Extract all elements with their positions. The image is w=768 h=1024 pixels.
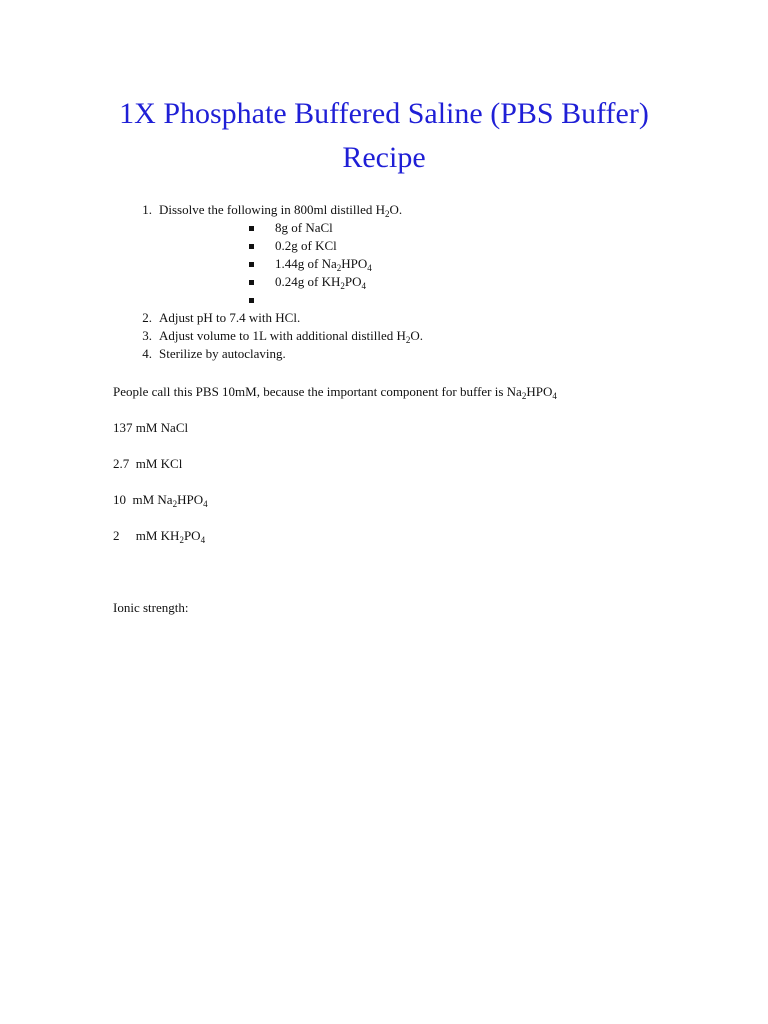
bullet-icon bbox=[249, 226, 254, 231]
step-2 bbox=[132, 309, 423, 327]
bullet-icon bbox=[249, 262, 254, 267]
step-text: Dissolve the following in 800ml distilled $H_2O$. bbox=[159, 202, 403, 219]
ingredient-item-empty bbox=[249, 291, 423, 309]
concentration-kcl: 2.7 mM KCl bbox=[113, 456, 183, 471]
step-text: Adjust pH to 7.4 with HCl. bbox=[159, 310, 301, 325]
bullet-icon bbox=[249, 280, 254, 285]
bullet-icon bbox=[249, 244, 254, 249]
concentration-kh2po4: 2 mM $KH_2PO_4$ bbox=[113, 528, 206, 545]
pbs-note: People call this PBS 10mM, because the important component for buffer is $Na_2HPO_4$ bbox=[113, 384, 557, 401]
ingredient-item: 0.24g of $KH_2PO_4$ bbox=[249, 273, 423, 291]
ingredient-list bbox=[159, 219, 423, 309]
title-line-2: Recipe bbox=[342, 141, 426, 174]
step-number: 1. bbox=[142, 202, 152, 217]
step-3 bbox=[132, 327, 423, 345]
procedure-steps bbox=[132, 201, 423, 363]
step-text: Sterilize by autoclaving. bbox=[159, 346, 286, 361]
step-1 bbox=[132, 201, 423, 309]
concentration-nacl: 137 mM NaCl bbox=[113, 420, 189, 435]
title-line-1: 1X Phosphate Buffered Saline (PBS Buffer) bbox=[119, 97, 649, 130]
ingredient-item: 8g of NaCl bbox=[249, 219, 423, 237]
ingredient-item: 1.44g of $Na_2HPO_4$ bbox=[249, 255, 423, 273]
step-text: Adjust volume to 1L with additional distilled $H_2O$. bbox=[159, 328, 424, 345]
ingredient-item: 0.2g of KCl bbox=[249, 237, 423, 255]
ionic-strength-label: Ionic strength: bbox=[113, 600, 189, 615]
concentration-na2hpo4: 10 mM $Na_2HPO_4$ bbox=[113, 492, 208, 509]
step-number: 4. bbox=[142, 346, 152, 361]
step-number: 2. bbox=[142, 310, 152, 325]
page-title bbox=[0, 92, 768, 180]
step-number: 3. bbox=[142, 328, 152, 343]
bullet-icon bbox=[249, 298, 254, 303]
step-4 bbox=[132, 345, 423, 363]
